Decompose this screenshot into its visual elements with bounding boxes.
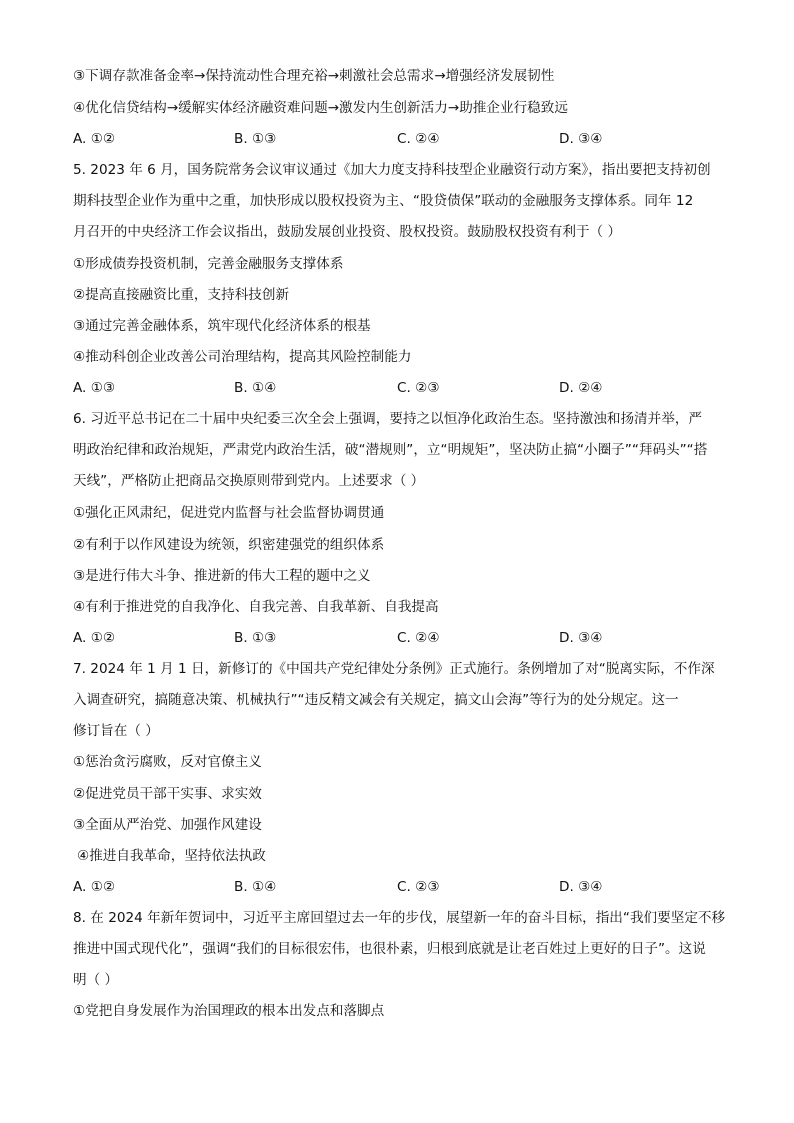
q7-item-1: ①惩治贪污腐败，反对官僚主义 bbox=[73, 754, 262, 770]
q5-stem-line: 期科技型企业作为重中之重，加快形成以股权投资为主、“股贷债保”联动的金融服务支撑体系。同年 12 bbox=[73, 193, 694, 209]
q6-options bbox=[73, 628, 733, 648]
q6-stem-line: 天线”，严格防止把商品交换原则带到党内。上述要求（ ） bbox=[73, 473, 425, 489]
q6-stem-line: 6. 习近平总书记在二十届中央纪委三次全会上强调，要持之以恒净化政治生态。坚持激浊和扬清并举，严 bbox=[73, 411, 703, 427]
q4-item-3: ③下调存款准备金率→保持流动性合理充裕→刺激社会总需求→增强经济发展韧性 bbox=[73, 68, 555, 84]
q5-stem-line: 月召开的中央经济工作会议指出，鼓励发展创业投资、股权投资。鼓励股权投资有利于（ ） bbox=[73, 224, 622, 240]
q4-option-b: B. ①③ bbox=[234, 131, 277, 147]
q6-item-4: ④有利于推进党的自我净化、自我完善、自我革新、自我提高 bbox=[73, 599, 439, 615]
q5-item-2: ②提高直接融资比重，支持科技创新 bbox=[73, 287, 290, 303]
q5-option-b: B. ①④ bbox=[234, 380, 277, 396]
q5-item-1: ①形成债券投资机制，完善金融服务支撑体系 bbox=[73, 256, 344, 272]
q4-item-4: ④优化信贷结构→缓解实体经济融资难问题→激发内生创新活力→助推企业行稳致远 bbox=[73, 100, 568, 116]
q6-option-d: D. ③④ bbox=[559, 630, 603, 646]
q5-item-3: ③通过完善金融体系，筑牢现代化经济体系的根基 bbox=[73, 318, 371, 334]
q5-stem-line: 5. 2023 年 6 月，国务院常务会议审议通过《加大力度支持科技型企业融资行动方案》，指出要把支持初创 bbox=[73, 162, 711, 178]
q7-item-4: ④推进自我革命，坚持依法执政 bbox=[77, 848, 266, 864]
q6-item-3: ③是进行伟大斗争、推进新的伟大工程的题中之义 bbox=[73, 568, 371, 584]
q6-option-a: A. ①② bbox=[73, 630, 116, 646]
q7-stem-line: 修订旨在（ ） bbox=[73, 723, 159, 739]
q5-option-c: C. ②③ bbox=[397, 380, 440, 396]
q7-item-3: ③全面从严治党、加强作风建设 bbox=[73, 817, 262, 833]
q6-item-2: ②有利于以作风建设为统领，织密建强党的组织体系 bbox=[73, 537, 385, 553]
q5-options bbox=[73, 378, 733, 398]
q6-stem-line: 明政治纪律和政治规矩，严肃党内政治生活，破“潜规则”，立“明规矩”，坚决防止搞“小圈子”“拜码头”“搭 bbox=[73, 442, 708, 458]
q6-option-b: B. ①③ bbox=[234, 630, 277, 646]
q4-option-d: D. ③④ bbox=[559, 131, 603, 147]
q7-option-d: D. ③④ bbox=[559, 879, 603, 895]
q4-option-c: C. ②④ bbox=[397, 131, 440, 147]
q6-item-1: ①强化正风肃纪，促进党内监督与社会监督协调贯通 bbox=[73, 505, 385, 521]
q7-option-b: B. ①④ bbox=[234, 879, 277, 895]
q8-stem-line: 8. 在 2024 年新年贺词中，习近平主席回望过去一年的步伐，展望新一年的奋斗目标，指出“我们要坚定不移 bbox=[73, 910, 726, 926]
q7-option-c: C. ②③ bbox=[397, 879, 440, 895]
q5-option-a: A. ①③ bbox=[73, 380, 116, 396]
q8-stem-line: 明（ ） bbox=[73, 972, 119, 988]
q7-stem-line: 入调查研究，搞随意决策、机械执行”“违反精文减会有关规定，搞文山会海”等行为的处分规定。这一 bbox=[73, 692, 679, 708]
q8-item-1: ①党把自身发展作为治国理政的根本出发点和落脚点 bbox=[73, 1003, 385, 1019]
q7-options bbox=[73, 877, 733, 897]
q7-option-a: A. ①② bbox=[73, 879, 116, 895]
q4-option-a: A. ①② bbox=[73, 131, 116, 147]
q5-option-d: D. ②④ bbox=[559, 380, 603, 396]
q7-item-2: ②促进党员干部干实事、求实效 bbox=[73, 786, 262, 802]
q5-item-4: ④推动科创企业改善公司治理结构，提高其风险控制能力 bbox=[73, 349, 412, 365]
q8-stem-line: 推进中国式现代化”，强调“我们的目标很宏伟，也很朴素，归根到底就是让老百姓过上更好的日子”。这说 bbox=[73, 941, 706, 957]
q6-option-c: C. ②④ bbox=[397, 630, 440, 646]
q7-stem-line: 7. 2024 年 1 月 1 日，新修订的《中国共产党纪律处分条例》正式施行。条例增加了对“脱离实际，不作深 bbox=[73, 661, 715, 677]
q4-options bbox=[73, 129, 733, 149]
